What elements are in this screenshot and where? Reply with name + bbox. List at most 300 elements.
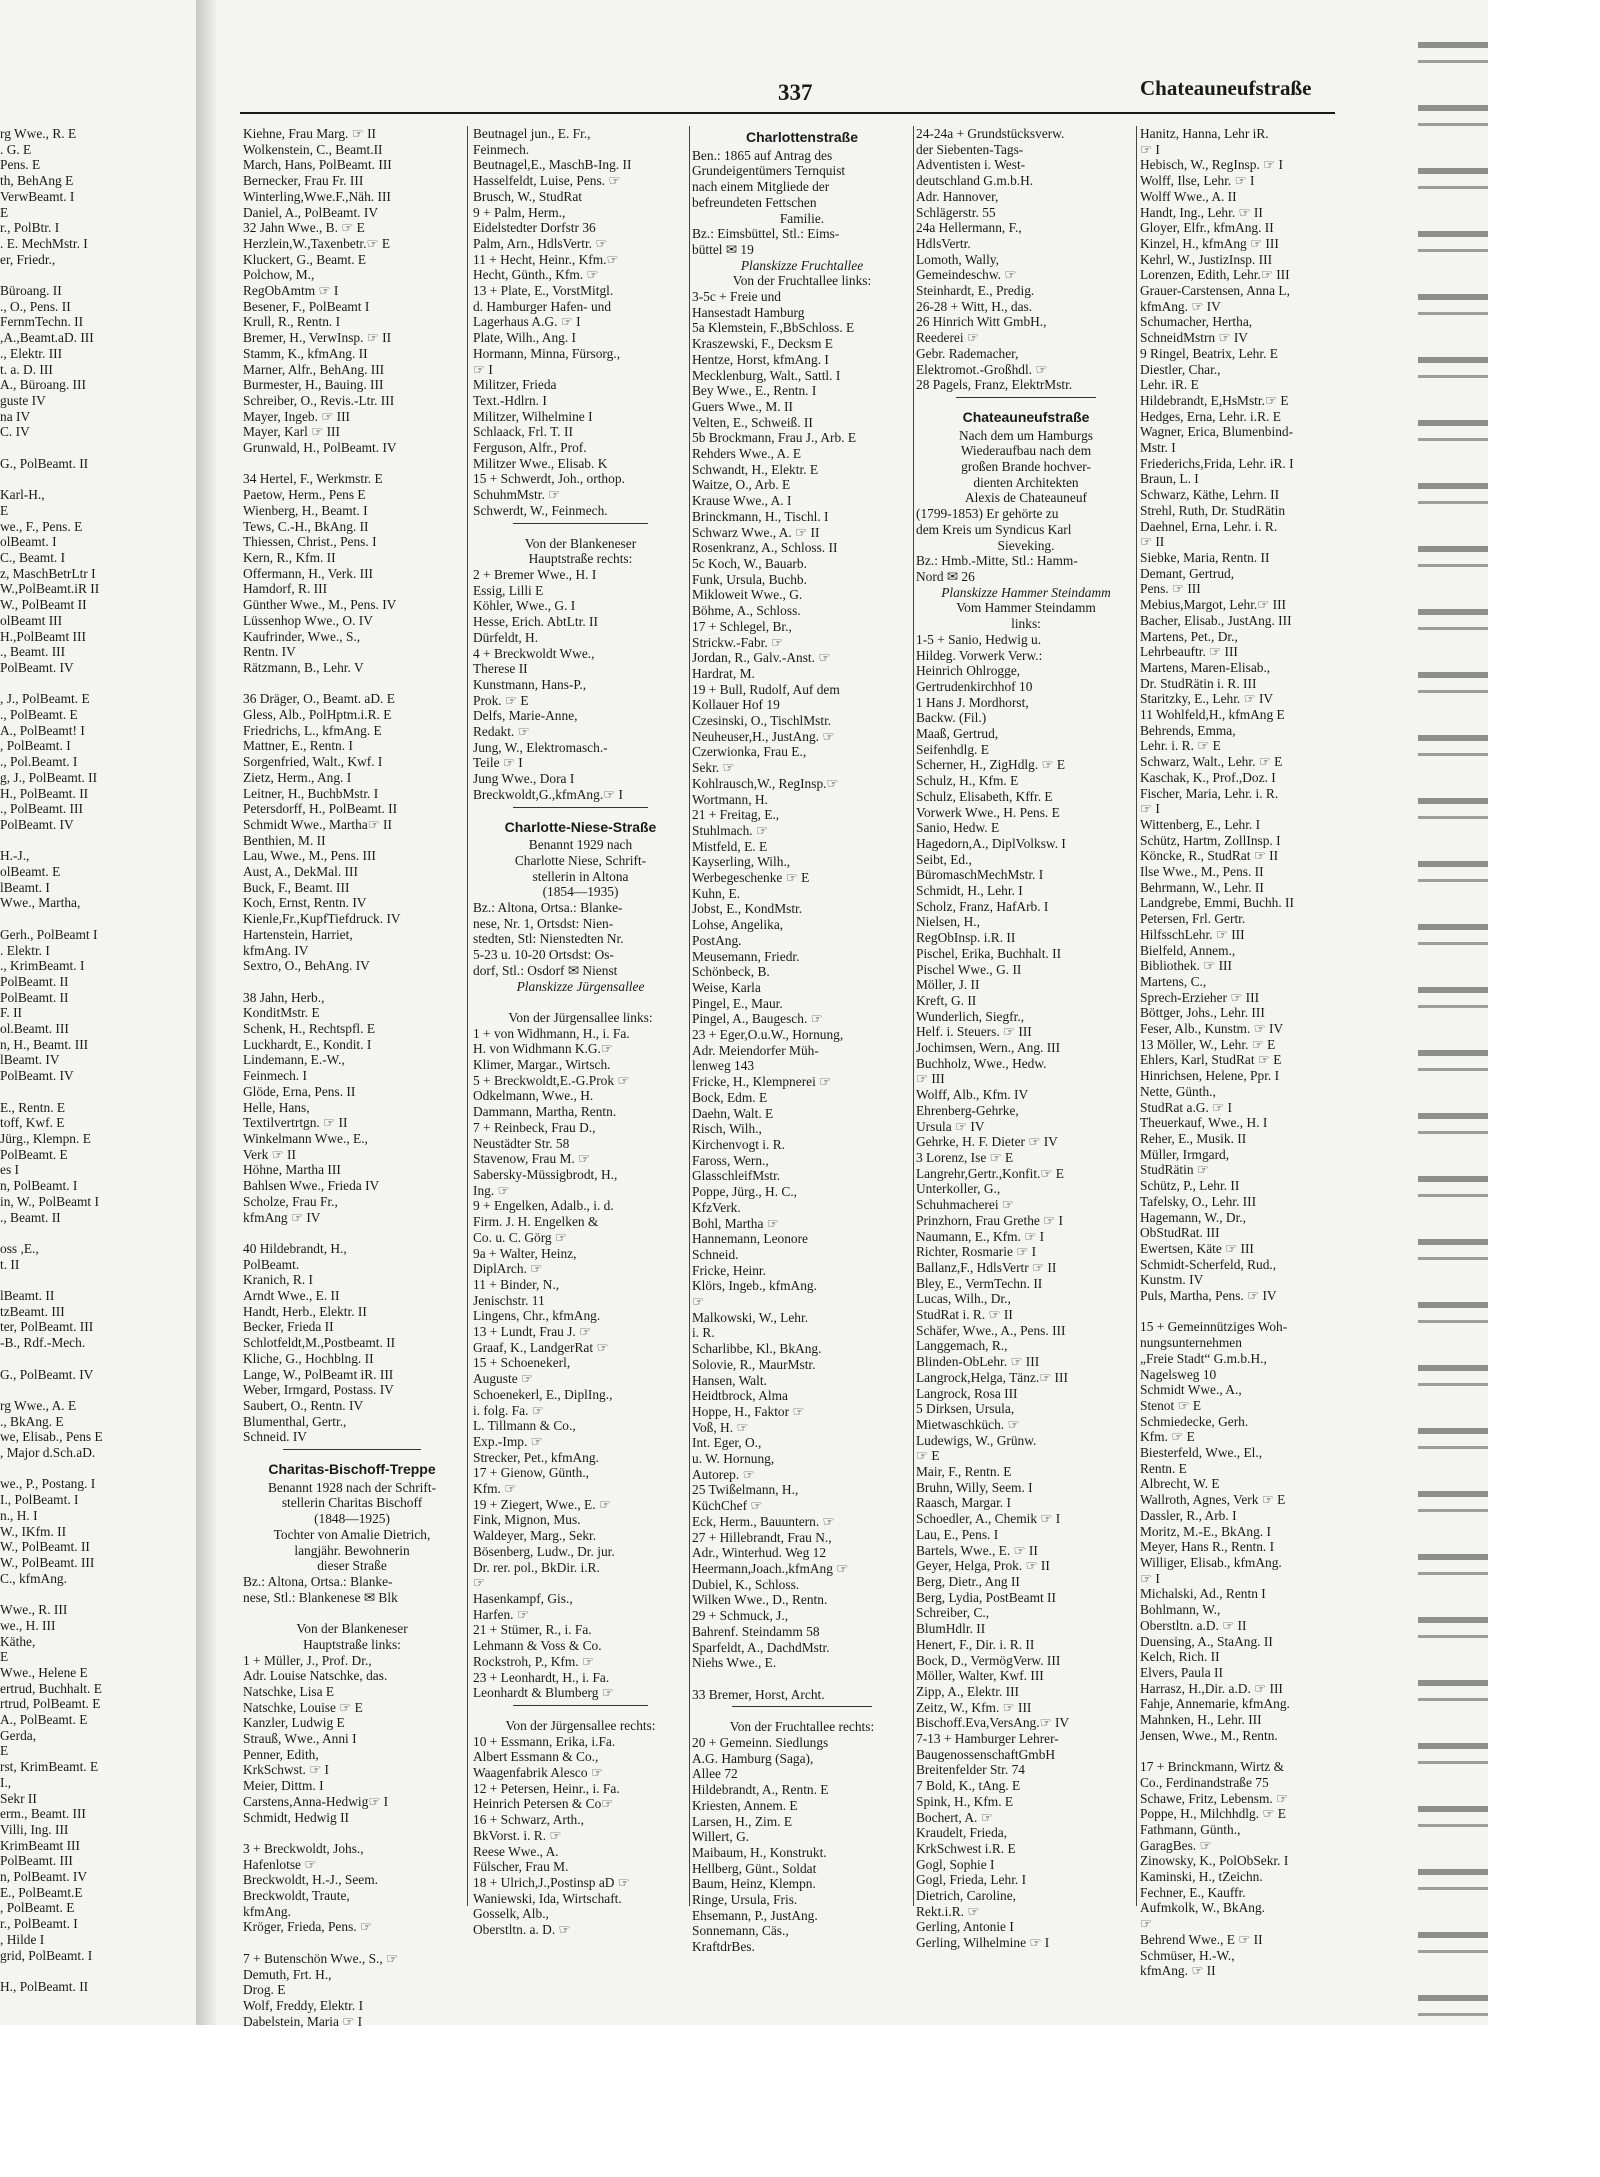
directory-entry: A.G. Hamburg (Saga), [692, 1750, 814, 1766]
directory-entry: Herzlein,W.,Taxenbetr.☞ E [243, 235, 391, 251]
directory-entry: nach einem Mitgliede der [692, 179, 830, 195]
directory-entry: 5b Brockmann, Frau J., Arb. E [692, 430, 857, 446]
directory-entry: HilfsschLehr. ☞ III [1140, 926, 1245, 942]
directory-entry: Kehrl, W., JustizInsp. III [1140, 251, 1273, 267]
directory-entry: 16 + Schwarz, Arth., [473, 1812, 584, 1828]
directory-entry: rst, KrimBeamt. E [0, 1759, 99, 1775]
directory-entry: Jung Wwe., Dora I [473, 771, 575, 787]
directory-entry: Michalski, Ad., Rentn I [1140, 1586, 1266, 1602]
directory-entry: Allee 72 [692, 1766, 738, 1782]
directory-entry: E [0, 1743, 9, 1759]
directory-entry: 9a + Walter, Heinz, [473, 1245, 577, 1261]
page-edge-strip [1418, 0, 1488, 2025]
directory-entry: Odkelmann, Wwe., H. [473, 1088, 594, 1104]
directory-entry: Int. Eger, O., [692, 1435, 762, 1451]
directory-entry: . E. MechMstr. I [0, 235, 88, 251]
directory-entry: Schreiber, O., Revis.-Ltr. III [243, 392, 395, 408]
directory-entry: H.-J., [0, 848, 30, 864]
directory-entry: Von der Fruchtallee rechts: [729, 1719, 875, 1735]
directory-entry: ☞ II [1140, 534, 1165, 550]
directory-entry: links: [1011, 616, 1041, 632]
directory-entry: Firm. J. H. Engelken & [473, 1214, 599, 1230]
directory-entry: ☞ [1140, 1916, 1153, 1932]
directory-entry: Berg, Dietr., Ang II [916, 1573, 1020, 1589]
directory-entry: Mayer, Karl ☞ III [243, 424, 340, 440]
directory-entry: Thiessen, Christ., Pens. I [243, 534, 377, 550]
directory-entry: 21 + Freitag, E., [692, 807, 780, 823]
directory-entry: Dassler, R., Arb. I [1140, 1507, 1237, 1523]
directory-entry: ., O., Pens. II [0, 298, 71, 314]
directory-entry: Von der Fruchtallee links: [732, 273, 872, 289]
directory-entry: 11 Wohlfeld,H., kfmAng E [1140, 707, 1285, 723]
directory-entry: BüromaschMechMstr. I [916, 867, 1044, 883]
directory-entry: stedten, Stl: Nienstedten Nr. [473, 931, 624, 947]
directory-entry: Sanio, Hedw. E [916, 820, 1000, 836]
directory-entry: Hebisch, W., RegInsp. ☞ I [1140, 157, 1283, 173]
directory-entry: Langgemach, R., [916, 1338, 1008, 1354]
directory-entry: Schäfer, Wwe., A., Pens. III [916, 1322, 1066, 1338]
directory-entry: Reederei ☞ [916, 330, 979, 346]
directory-entry: Hildebrandt, A., Rentn. E [692, 1782, 829, 1798]
directory-entry: DiplArch. ☞ [473, 1261, 543, 1277]
directory-entry: Hormann, Minna, Fürsorg., [473, 345, 621, 361]
directory-entry: Waitze, O., Arb. E [692, 477, 791, 493]
directory-entry: Gless, Alb., PolHptm.i.R. E [243, 707, 392, 723]
directory-entry: es I [0, 1162, 19, 1178]
directory-entry: Adr., Winterhud. Weg 12 [692, 1545, 827, 1561]
directory-entry: Schlägerstr. 55 [916, 204, 996, 220]
directory-entry: Gerh., PolBeamt I [0, 926, 98, 942]
directory-entry: Zinowsky, K., PolObSekr. I [1140, 1853, 1289, 1869]
directory-entry: 13 + Plate, E., VorstMitgl. [473, 283, 614, 299]
directory-entry: . Elektr. I [0, 942, 50, 958]
directory-entry: Dammann, Martha, Rentn. [473, 1104, 617, 1120]
directory-entry: Wolf, Freddy, Elektr. I [243, 1997, 364, 2013]
directory-entry: Schwandt, H., Elektr. E [692, 461, 819, 477]
directory-entry: Bibliothek. ☞ III [1140, 958, 1232, 974]
directory-entry: Guers Wwe., M. II [692, 398, 793, 414]
directory-entry [0, 1586, 178, 1602]
directory-entry: Bock, Edm. E [692, 1089, 768, 1105]
directory-entry: tzBeamt. III [0, 1303, 65, 1319]
directory-entry: Von der Jürgensallee links: [508, 1009, 653, 1025]
directory-entry: H. von Widhmann K.G.☞ [473, 1041, 613, 1057]
directory-entry: Wwe., Helene E [0, 1664, 88, 1680]
directory-entry: L. Tillmann & Co., [473, 1418, 576, 1434]
directory-entry: E [0, 204, 9, 220]
directory-entry: Winkelmann Wwe., E., [243, 1131, 368, 1146]
directory-entry: Theuerkauf, Wwe., H. I [1140, 1115, 1268, 1131]
directory-entry: Faross, Wern., [692, 1152, 769, 1168]
directory-entry: Kriesten, Annem. E [692, 1797, 798, 1813]
directory-entry: Co., Ferdinandstraße 75 [1140, 1774, 1269, 1790]
directory-entry: Lomoth, Wally, [916, 251, 999, 267]
directory-entry: Daniel, A., PolBeamt. IV [243, 204, 379, 220]
directory-entry: 5a Klemstein, F.,BbSchloss. E [692, 320, 855, 336]
directory-entry: Beutnagel,E., MaschB-Ing. II [473, 157, 632, 173]
directory-entry: Kreft, G. II [916, 992, 977, 1008]
directory-entry: ☞ III [916, 1071, 945, 1087]
directory-entry: Luckhardt, E., Kondit. I [243, 1036, 372, 1052]
directory-entry: Ehrenberg-Gehrke, [916, 1102, 1019, 1118]
directory-entry: Mikloweit Wwe., G. [692, 587, 803, 603]
directory-entry: Bohl, Martha ☞ [692, 1215, 779, 1231]
directory-entry: Nach dem um Hamburgs [958, 427, 1093, 443]
directory-entry: Heinrich Ohlrogge, [916, 663, 1021, 679]
directory-entry: dieser Straße [317, 1558, 387, 1574]
directory-entry: Bacher, Elisab., JustAng. III [1140, 612, 1292, 628]
directory-entry: Czerwionka, Frau E., [692, 744, 807, 760]
directory-entry: E., Rentn. E [0, 1099, 66, 1115]
directory-entry: r., PolBeamt. I [0, 1916, 78, 1932]
directory-entry: Nette, Günth., [1140, 1083, 1216, 1099]
directory-entry: lenweg 143 [692, 1058, 755, 1074]
directory-entry: Bösenberg, Ludw., Dr. jur. [473, 1543, 615, 1559]
directory-entry: Scholze, Frau Fr., [243, 1193, 338, 1209]
directory-entry: Carstens,Anna-Hedwig☞ I [243, 1793, 389, 1809]
directory-entry: Lindemann, E.-W., [243, 1052, 345, 1068]
directory-entry: Mietwaschküch. ☞ [916, 1416, 1020, 1432]
directory-entry: Rockstroh, P., Kfm. ☞ [473, 1653, 594, 1669]
section-divider [513, 523, 648, 532]
directory-entry: Besener, F., PolBeamt I [243, 298, 370, 314]
directory-entry: 19 + Bull, Rudolf, Auf dem [692, 681, 840, 697]
directory-entry: Benannt 1929 nach [528, 837, 633, 853]
directory-entry: Kaschak, K., Prof.,Doz. I [1140, 769, 1276, 785]
directory-entry: Breckwoldt, Traute, [243, 1888, 350, 1904]
directory-entry: Verk ☞ II [243, 1146, 296, 1162]
directory-entry: Seibt, Ed., [916, 851, 972, 867]
directory-entry: Hamdorf, R. III [243, 581, 328, 597]
directory-entry: Nagelsweg 10 [1140, 1366, 1217, 1382]
directory-entry: Bz.: Altona, Ortsa.: Blanke- [243, 1573, 393, 1589]
directory-entry [0, 1225, 178, 1241]
directory-entry [1140, 1304, 1340, 1320]
directory-entry: Behrends, Emma, [1140, 722, 1236, 738]
directory-entry: Hesse, Erich. AbtLtr. II [473, 614, 598, 630]
directory-entry: Bley, E., VermTechn. II [916, 1275, 1043, 1291]
directory-entry: na IV [0, 408, 31, 424]
directory-entry: KrkSchwst. ☞ I [243, 1762, 330, 1778]
directory-entry: Vorwerk Wwe., H. Pens. E [916, 804, 1060, 820]
directory-entry: „Freie Stadt“ G.m.b.H., [1140, 1350, 1267, 1366]
directory-entry: g, J., PolBeamt. II [0, 769, 98, 785]
directory-entry: Sekr. ☞ [692, 760, 735, 776]
directory-entry: W., PolBeamt. III [0, 1554, 95, 1570]
directory-entry: Voß, H. ☞ [692, 1419, 749, 1435]
directory-entry: Essig, Lilli E [473, 582, 544, 598]
directory-entry: 15 + Schwerdt, Joh., orthop. [473, 471, 625, 487]
directory-entry: ., BkAng. E [0, 1413, 64, 1429]
directory-entry: Höhne, Martha III [243, 1162, 341, 1178]
directory-entry: Palm, Arn., HdlsVertr. ☞ [473, 235, 608, 251]
directory-entry: 3 Lorenz, Ise ☞ E [916, 1150, 1014, 1165]
directory-entry: Dr. rer. pol., BkDir. i.R. [473, 1559, 600, 1575]
directory-entry: Jung, W., Elektromasch.- [473, 739, 608, 755]
directory-entry: Therese II [473, 661, 528, 677]
directory-entry: Militzer Wwe., Elisab. K [473, 455, 608, 471]
directory-entry: Mstr. I [1140, 440, 1176, 456]
directory-entry: Grauer-Carstensen, Anna L, [1140, 283, 1290, 299]
directory-entry: Schneid. IV [243, 1429, 307, 1445]
directory-entry: Feinmech. [473, 141, 530, 157]
directory-entry: Paetow, Herm., Pens E [243, 487, 366, 503]
directory-entry: Berg, Lydia, PostBeamt II [916, 1589, 1056, 1605]
directory-entry: Backw. (Fil.) [916, 710, 987, 726]
directory-entry: 21 + Stümer, R., i. Fa. [473, 1622, 592, 1638]
directory-entry: Spink, H., Kfm. E [916, 1793, 1014, 1809]
directory-entry: PolBeamt. III [0, 1853, 73, 1869]
directory-entry: Kfm. ☞ E [1140, 1429, 1195, 1445]
directory-entry: Zeitz, W., Kfm. ☞ III [916, 1699, 1032, 1715]
directory-entry: 5c Koch, W., Bauarb. [692, 555, 807, 571]
directory-entry: kfmAng. [243, 1903, 291, 1919]
directory-entry: Sorgenfried, Walt., Kwf. I [243, 754, 383, 770]
directory-entry: Bz.: Hmb.-Mitte, Stl.: Hamm- [916, 553, 1078, 569]
directory-entry: Siebke, Maria, Rentn. II [1140, 549, 1270, 565]
directory-entry: Buck, F., Beamt. III [243, 879, 350, 895]
directory-entry: Waniewski, Ida, Wirtschaft. [473, 1890, 622, 1906]
directory-entry: Hagedorn,A., DiplVolksw. I [916, 835, 1066, 851]
directory-entry: Wunderlich, Siegfr., [916, 1008, 1025, 1024]
directory-entry: Wortmann, H. [692, 791, 768, 807]
directory-entry [473, 994, 688, 1010]
directory-entry: Sprech-Erzieher ☞ III [1140, 989, 1260, 1005]
binding-gutter [196, 0, 216, 2025]
directory-entry [0, 833, 178, 849]
directory-entry: Hardrat, M. [692, 665, 755, 681]
directory-entry: Werbegeschenke ☞ E [692, 870, 810, 886]
directory-entry: Mahnken, H., Lehr. III [1140, 1712, 1262, 1728]
directory-entry: Kinzel, H., kfmAng ☞ III [1140, 235, 1279, 251]
directory-entry: guste IV [0, 392, 46, 408]
directory-entry: E [0, 502, 9, 518]
directory-entry: Kliche, G., Hochblng. II [243, 1350, 374, 1366]
directory-entry: Natschke, Lisa E [243, 1683, 335, 1699]
directory-entry: Handt, Ing., Lehr. ☞ II [1140, 204, 1263, 220]
directory-entry: Petersen, Frl. Gertr. [1140, 911, 1246, 927]
directory-entry: rg Wwe., A. E [0, 1397, 77, 1413]
directory-entry: Malkowski, W., Lehr. [692, 1309, 809, 1325]
directory-entry: Waldeyer, Marg., Sekr. [473, 1528, 597, 1544]
directory-entry: Leitner, H., BuchbMstr. I [243, 785, 379, 801]
directory-entry: KraftdrBes. [692, 1939, 755, 1955]
directory-entry: Wittenberg, E., Lehr. I [1140, 816, 1261, 832]
directory-entry: Helf. i. Steuers. ☞ III [916, 1024, 1032, 1040]
directory-entry: Lehrbeauftr. ☞ III [1140, 644, 1238, 660]
directory-entry: Bischoff.Eva,VersAng.☞ IV [916, 1715, 1070, 1731]
directory-entry: Schwarz, Walt., Lehr. ☞ E [1140, 754, 1283, 770]
directory-entry: KrimBeamt III [0, 1837, 80, 1853]
directory-entry: Niehs Wwe., E. [692, 1655, 777, 1671]
directory-entry: Ben.: 1865 auf Antrag des [692, 147, 833, 163]
directory-entry: Neustädter Str. 58 [473, 1135, 570, 1151]
directory-entry: Meier, Dittm. I [243, 1778, 324, 1794]
directory-entry: Leonhardt & Blumberg ☞ [473, 1685, 614, 1701]
directory-entry: Prok. ☞ E [473, 692, 529, 708]
directory-entry: ☞ I [473, 361, 493, 377]
directory-entry: d. Hamburger Hafen- und [473, 298, 612, 314]
directory-entry: kfmAng. ☞ II [1140, 1963, 1216, 1979]
directory-entry: 38 Jahn, Herb., [243, 989, 325, 1005]
directory-entry: I., [0, 1774, 12, 1790]
directory-entry: RegObAmtm ☞ I [243, 283, 339, 299]
directory-entry: i. folg. Fa. ☞ [473, 1402, 544, 1418]
directory-entry: Hildeg. Vorwerk Verw.: [916, 647, 1043, 663]
directory-entry: kfmAng. ☞ IV [1140, 298, 1221, 314]
street-heading: Charlotte-Niese-Straße [504, 818, 657, 835]
directory-entry: 26 Hinrich Witt GmbH., [916, 314, 1047, 330]
directory-entry: Meyer, Hans R., Rentn. I [1140, 1539, 1275, 1555]
directory-entry: ., PolBeamt. III [0, 801, 83, 817]
directory-entry: Kunstmann, Hans-P., [473, 676, 587, 692]
directory-entry: Jensen, Wwe., M., Rentn. [1140, 1727, 1278, 1743]
directory-entry: Lohse, Angelika, [692, 917, 784, 933]
directory-entry: 17 + Gienow, Günth., [473, 1465, 590, 1481]
directory-entry: Demant, Gertrud, [1140, 565, 1235, 581]
directory-entry: Petersdorff, H., PolBeamt. II [243, 801, 398, 817]
directory-entry: Dürfeldt, H. [473, 629, 539, 645]
directory-entry: Schenk, H., Rechtspfl. E [243, 1021, 376, 1037]
header-rule [240, 112, 1335, 114]
directory-entry: Lehr. iR. E [1140, 377, 1199, 393]
directory-entry [0, 267, 178, 283]
directory-entry: Krause Wwe., A. I [692, 493, 792, 509]
directory-entry: 23 + Eger,O.u.W., Hornung, [692, 1027, 844, 1043]
directory-entry: (1799-1853) Er gehörte zu [916, 506, 1059, 522]
directory-entry: Penner, Edith, [243, 1746, 319, 1762]
directory-entry [0, 676, 178, 692]
directory-entry: 5-23 u. 10-20 Ortsdst: Os- [473, 947, 614, 963]
directory-entry: Wolff Wwe., A. II [1140, 188, 1237, 204]
directory-entry: -B., Rdf.-Mech. [0, 1335, 86, 1351]
directory-entry: grid, PolBeamt. I [0, 1947, 93, 1963]
directory-entry: Hagemann, W., Dr., [1140, 1209, 1246, 1225]
directory-entry: Winterling,Wwe.F.,Näh. III [243, 188, 391, 204]
directory-entry: Velten, E., Schweiß. II [692, 414, 813, 430]
directory-entry: Günther Wwe., M., Pens. IV [243, 597, 397, 613]
directory-entry: Kranich, R. I [243, 1272, 313, 1288]
column-4 [916, 126, 1136, 1966]
directory-entry: n, PolBeamt. IV [0, 1869, 88, 1885]
directory-entry: Weise, Karla [692, 979, 761, 995]
directory-entry: BlumHdlr. II [916, 1621, 986, 1637]
directory-entry: 12 + Petersen, Heinr., i. Fa. [473, 1780, 620, 1796]
directory-entry: Hecht, Günth., Kfm. ☞ [473, 267, 599, 283]
directory-entry: Mebius,Margot, Lehr.☞ III [1140, 597, 1287, 613]
directory-entry: Schoedler, A., Chemik ☞ I [916, 1511, 1061, 1527]
directory-entry: ., KrimBeamt. I [0, 958, 85, 974]
directory-entry: 15 + Schoenekerl, [473, 1355, 571, 1371]
directory-entry: Blumenthal, Gertr., [243, 1413, 347, 1429]
directory-entry: Planskizze Fruchtallee [740, 257, 864, 273]
page-number: 337 [778, 80, 813, 105]
directory-entry: Bernecker, Frau Fr. III [243, 173, 364, 189]
directory-entry: Jenischstr. 11 [473, 1292, 545, 1308]
directory-entry: Rentn. IV [243, 644, 296, 660]
directory-entry: Teile ☞ I [473, 755, 523, 771]
directory-entry: C., Beamt. I [0, 549, 66, 565]
street-heading: Chateauneufstraße [962, 408, 1090, 425]
directory-entry: Poppe, H., Milchhdlg. ☞ E [1140, 1806, 1286, 1822]
directory-entry: Ludewigs, W., Grünw. [916, 1432, 1037, 1448]
directory-entry: Braun, L. I [1140, 471, 1199, 487]
directory-entry: Larsen, H., Zim. E [692, 1813, 793, 1829]
directory-entry: 13 Möller, W., Lehr. ☞ E [1140, 1036, 1276, 1052]
section-divider [513, 1705, 648, 1714]
directory-entry: Wienberg, H., Beamt. I [243, 502, 368, 518]
directory-entry: Fülscher, Frau M. [473, 1859, 569, 1875]
directory-entry: Pischel, Erika, Buchhalt. II [916, 945, 1062, 961]
directory-entry: er, Friedr., [0, 251, 56, 267]
directory-entry: Kirchenvogt i. R. [692, 1137, 785, 1152]
directory-entry: , PolBeamt. I [0, 738, 71, 754]
directory-entry: Schmidt Wwe., Martha☞ II [243, 816, 392, 832]
directory-entry: ter, PolBeamt. III [0, 1319, 94, 1335]
directory-entry: Dabelstein, Maria ☞ I [243, 2013, 363, 2029]
directory-entry: Albert Essmann & Co., [473, 1749, 599, 1765]
directory-entry: oss ,E., [0, 1240, 39, 1256]
directory-entry: Raasch, Margar. I [916, 1495, 1011, 1511]
directory-entry: Sieveking. [997, 537, 1055, 553]
directory-entry: KrkSchwest i.R. E [916, 1840, 1016, 1856]
directory-entry: Kelch, Rich. II [1140, 1649, 1220, 1665]
directory-entry: 1 Hans J. Mordhorst, [916, 694, 1029, 710]
directory-entry: we., F., Pens. E [0, 518, 83, 534]
directory-entry: Behrmann, W., Lehr. II [1140, 879, 1264, 895]
directory-entry: Funk, Ursula, Buchb. [692, 571, 807, 587]
directory-entry: KüchChef ☞ [692, 1498, 763, 1514]
directory-entry: Reese Wwe., A. [473, 1843, 559, 1859]
directory-entry: Jordan, R., Galv.-Anst. ☞ [692, 650, 831, 666]
directory-entry: z, MaschBetrLtr I [0, 565, 96, 581]
directory-entry: Ballanz,F., HdlsVertr ☞ II [916, 1259, 1057, 1275]
directory-entry: Langrock,Helga, Tänz.☞ III [916, 1369, 1068, 1385]
directory-entry: Lau, E., Pens. I [916, 1526, 999, 1542]
directory-entry: Bahlsen Wwe., Frieda IV [243, 1178, 380, 1194]
directory-entry: Schütz, Hartm, ZollInsp. I [1140, 832, 1281, 848]
directory-entry: deutschland G.m.b.H. [916, 173, 1034, 189]
directory-entry: SchneidMstrn ☞ IV [1140, 330, 1248, 346]
directory-entry: Maaß, Gertrud, [916, 726, 999, 742]
directory-entry: Naumann, E., Kfm. ☞ I [916, 1228, 1045, 1244]
directory-entry: 15 + Gemeinnütziges Woh- [1140, 1319, 1288, 1335]
directory-entry: Kluckert, G., Beamt. E [243, 251, 367, 267]
directory-entry: Villi, Ing. III [0, 1821, 69, 1837]
directory-entry: KonditMstr. E [243, 1005, 320, 1021]
directory-entry: 7 + Reinbeck, Frau D., [473, 1119, 596, 1135]
directory-entry: Tochter von Amalie Dietrich, [273, 1526, 431, 1542]
directory-entry: Lau, Wwe., M., Pens. III [243, 848, 376, 864]
directory-entry: Behrend Wwe., E ☞ II [1140, 1931, 1263, 1947]
directory-entry: Duensing, A., StaAng. II [1140, 1633, 1273, 1649]
directory-entry: Ewertsen, Käte ☞ III [1140, 1240, 1254, 1256]
directory-entry: Bruhn, Willy, Seem. I [916, 1479, 1033, 1495]
directory-entry: ol.Beamt. III [0, 1021, 69, 1037]
column-2 [473, 126, 688, 1966]
directory-entry: Blinden-ObLehr. ☞ III [916, 1354, 1040, 1370]
directory-entry: Hauptstraße rechts: [528, 551, 633, 567]
directory-entry: F. II [0, 1005, 22, 1021]
directory-entry: rg Wwe., R. E [0, 126, 77, 141]
directory-entry: W., IKfm. II [0, 1523, 67, 1539]
directory-entry: ertrud, Buchhalt. E [0, 1680, 102, 1696]
directory-entry: Schwerdt, W., Feinmech. [473, 502, 608, 518]
directory-entry: Strauß, Wwe., Anni I [243, 1731, 357, 1747]
directory-entry: n., H. I [0, 1507, 38, 1523]
directory-entry: Mayer, Ingeb. ☞ III [243, 408, 351, 424]
directory-entry: Schuhmacherei ☞ [916, 1197, 1014, 1213]
